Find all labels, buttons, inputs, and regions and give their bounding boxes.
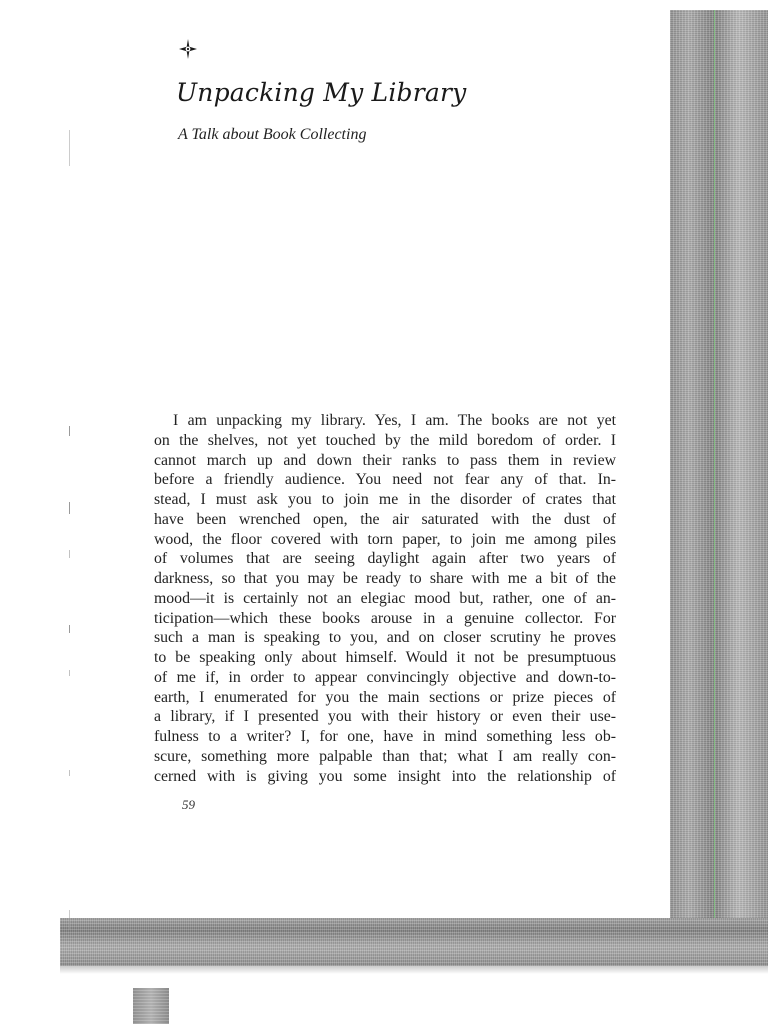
scanner-artifact-line [714, 10, 715, 965]
body-line: cannot march up and down their ranks to pass them in review [154, 451, 616, 469]
body-line: to be speaking only about himself. Would it not be presumptuous [154, 649, 616, 666]
scanner-edge-stub [133, 988, 169, 1024]
body-line: fulness to a writer? I, for one, have in mind something less ob- [154, 728, 616, 745]
body-paragraph [154, 411, 616, 786]
body-line: of me if, in order to appear convincingly objective and down-to- [154, 668, 616, 686]
body-line: wood, the floor covered with torn paper, to join me among piles [154, 530, 616, 548]
scanner-edge-shadow [60, 966, 768, 974]
body-line: darkness, so that you may be ready to share with me a bit of the [154, 570, 616, 587]
body-line: I am unpacking my library. Yes, I am. The books are not yet [173, 412, 616, 429]
body-line: have been wrenched open, the air saturated with the dust of [154, 510, 616, 528]
scanner-edge-right [670, 10, 768, 965]
body-line: stead, I must ask you to join me in the disorder of crates that [154, 491, 616, 508]
chapter-ornament-icon [178, 38, 198, 60]
body-line: before a friendly audience. You need not fear any of that. In- [154, 471, 616, 489]
body-line: cerned with is giving you some insight into the relationship of [154, 767, 616, 785]
page-number: 59 [182, 797, 195, 812]
body-line: ticipation—which these books arouse in a genuine collector. For [154, 609, 616, 627]
chapter-subtitle: A Talk about Book Collecting [178, 126, 367, 143]
body-line: a library, if I presented you with their history or even their use- [154, 708, 616, 726]
body-line: on the shelves, not yet touched by the mild boredom of order. I [154, 431, 616, 449]
chapter-title: Unpacking My Library [176, 78, 467, 107]
body-line: earth, I enumerated for you the main sections or prize pieces of [154, 688, 616, 706]
body-line: of volumes that are seeing daylight again after two years of [154, 550, 616, 568]
body-line: scure, something more palpable than that; what I am really con- [154, 747, 616, 765]
body-line: mood—it is certainly not an elegiac mood but, rather, one of an- [154, 589, 616, 607]
body-line: such a man is speaking to you, and on closer scrutiny he proves [154, 629, 616, 647]
scanner-edge-bottom [60, 918, 768, 966]
gutter-marks [66, 130, 74, 930]
